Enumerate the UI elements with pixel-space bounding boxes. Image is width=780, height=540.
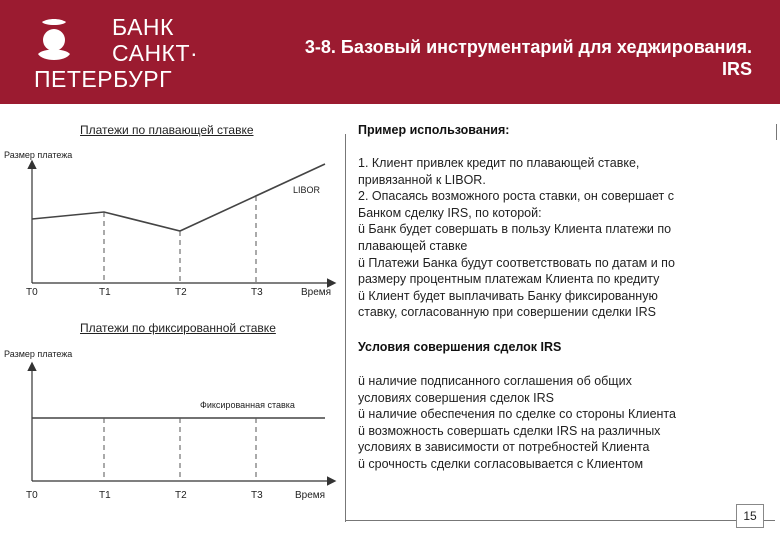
conditions-title: Условия совершения сделок IRS bbox=[358, 340, 562, 354]
page-number: 15 bbox=[736, 504, 764, 528]
fixed-rate-label: Фиксированная ставка bbox=[200, 400, 295, 410]
condition-line: условиях совершения сделок IRS bbox=[358, 390, 554, 405]
floating-tick-t0: T0 bbox=[26, 287, 38, 298]
fixed-tick-t1: T1 bbox=[99, 490, 111, 501]
fixed-tick-t0: T0 bbox=[26, 490, 38, 501]
condition-line: ü наличие обеспечения по сделке со стороны Клиента bbox=[358, 407, 676, 422]
floating-x-label: Время bbox=[301, 287, 332, 298]
example-title: Пример использования: bbox=[358, 123, 510, 137]
example-line: ü Банк будет совершать в пользу Клиента платежи по bbox=[358, 222, 672, 237]
fixed-y-label: Размер платежа bbox=[4, 349, 73, 359]
floating-tick-t3: T3 bbox=[251, 287, 263, 298]
example-line: плавающей ставке bbox=[358, 238, 468, 253]
fixed-tick-t2: T2 bbox=[175, 490, 187, 501]
example-text bbox=[358, 155, 770, 321]
example-line: ставку, согласованную при совершении сделки IRS bbox=[358, 305, 656, 320]
floating-tick-t1: T1 bbox=[99, 287, 111, 298]
conditions-text bbox=[358, 373, 770, 473]
floating-chart-title: Платежи по плавающей ставке bbox=[80, 123, 254, 137]
example-line: размеру процентным платежам Клиента по кредиту bbox=[358, 272, 660, 287]
example-line: 2. Опасаясь возможного роста ставки, он совершает с bbox=[358, 189, 674, 204]
fixed-tick-t3: T3 bbox=[251, 490, 263, 501]
logo-line-1: БАНК bbox=[112, 14, 174, 40]
example-line: 1. Клиент привлек кредит по плавающей ставке, bbox=[358, 156, 640, 170]
example-line: ü Клиент будет выплачивать Банку фиксированную bbox=[358, 288, 658, 303]
condition-line: условиях в зависимости от потребностей Клиента bbox=[358, 440, 650, 455]
example-line: ü Платежи Банка будут соответствовать по датам и по bbox=[358, 255, 675, 270]
condition-line: ü срочность сделки согласовывается с Клиентом bbox=[358, 456, 644, 471]
fixed-chart-title: Платежи по фиксированной ставке bbox=[80, 321, 276, 335]
example-line: Банком сделку IRS, по которой: bbox=[358, 205, 542, 220]
title-line-2: IRS bbox=[721, 59, 752, 79]
logo-line-2: САНКТ· bbox=[112, 40, 199, 66]
example-line: привязанной к LIBOR. bbox=[358, 172, 486, 187]
libor-line bbox=[32, 164, 325, 231]
fixed-x-label: Время bbox=[295, 490, 326, 501]
title-line-1: 3-8. Базовый инструментарий для хеджирования. bbox=[304, 37, 752, 57]
condition-line: ü наличие подписанного соглашения об общих bbox=[358, 374, 632, 388]
floating-y-label: Размер платежа bbox=[4, 150, 73, 160]
condition-line: ü возможность совершать сделки IRS на различных bbox=[358, 423, 661, 438]
floating-tick-t2: T2 bbox=[175, 287, 187, 298]
logo-line-3: ПЕТЕРБУРГ bbox=[34, 66, 173, 92]
libor-label: LIBOR bbox=[293, 185, 321, 195]
